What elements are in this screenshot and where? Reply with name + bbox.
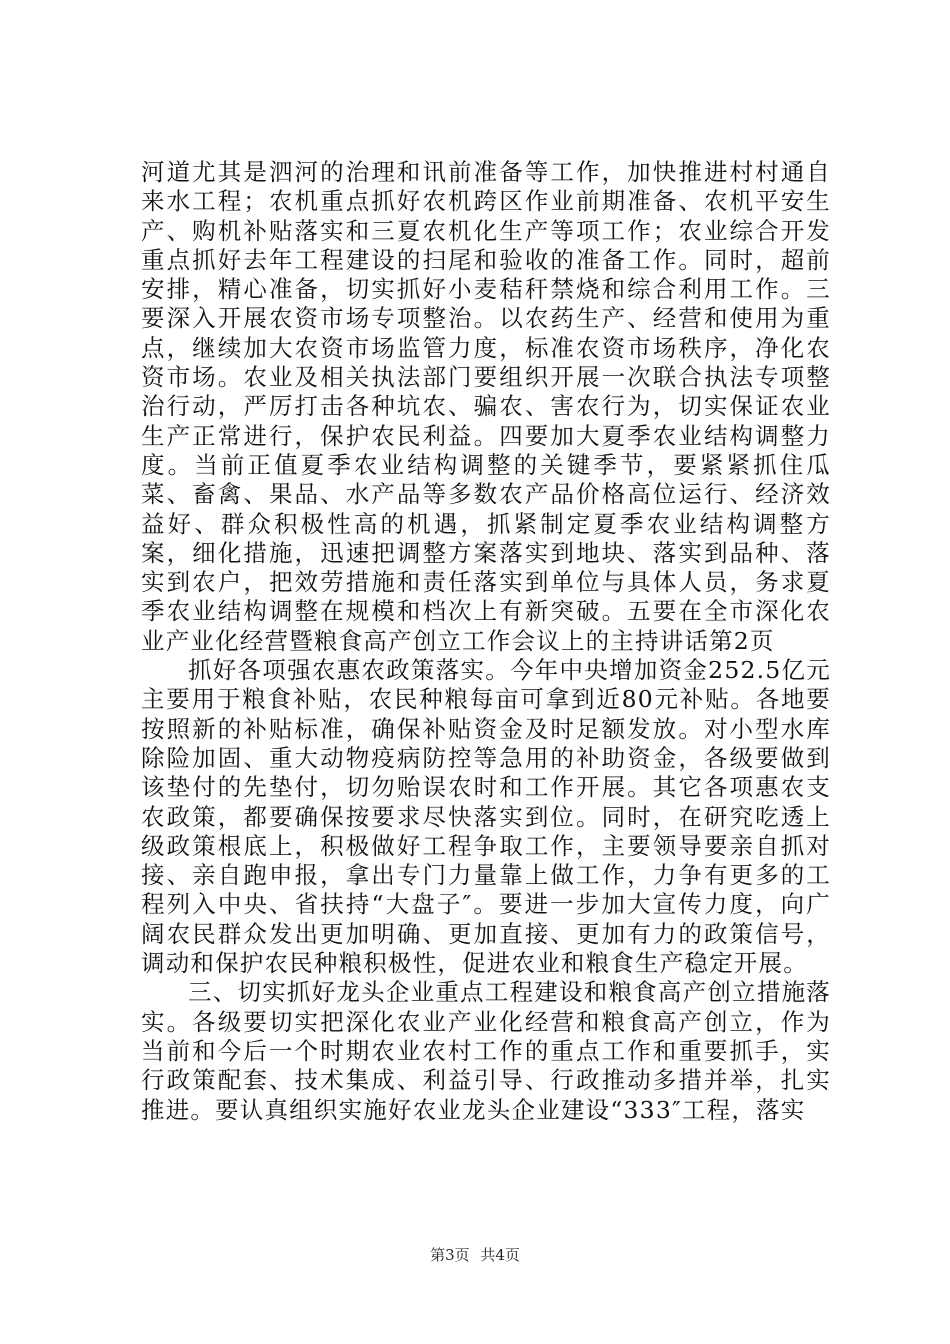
page-number: 第3页 [430, 1246, 470, 1264]
paragraph-1: 河道尤其是泗河的治理和讯前准备等工作，加快推进村村通自来水工程；农机重点抓好农机跨区作业前期准备、农机平安生产、购机补贴落实和三夏农机化生产等项工作；农业综合开发重点抓好去年工程建设的扫尾和验收的准备工作。同时，超前安排，精心准备，切实抓好小麦秸秆禁烧和综合利用工作。三要深入开展农资市场专项整治。以农药生产、经营和使用为重点，继续加大农资市场监管力度，标准农资市场秩序，净化农资市场。农业及相关执法部门要组织开展一次联合执法专项整治行动，严厉打击各种坑农、骗农、害农行为，切实保证农业生产正常进行，保护农民利益。四要加大夏季农业结构调整力度。当前正值夏季农业结构调整的关键季节，要紧紧抓住瓜菜、畜禽、果品、水产品等多数农产品价格高位运行、经济效益好、群众积极性高的机遇，抓紧制定夏季农业结构调整方案，细化措施，迅速把调整方案落实到地块、落实到品种、落实到农户，把效劳措施和责任落实到单位与具体人员，务求夏季农业结构调整在规模和档次上有新突破。五要在全市深化农业产业化经营暨粮食高产创立工作会议上的主持讲话第2页 [141, 158, 831, 655]
page-total: 共4页 [480, 1246, 520, 1264]
paragraph-3: 三、切实抓好龙头企业重点工程建设和粮食高产创立措施落实。各级要切实把深化农业产业化经营和粮食高产创立，作为当前和今后一个时期农业农村工作的重点工作和重要抓手，实行政策配套、技术集成、利益引导、行政推动多措并举，扎实推进。要认真组织实施好农业龙头企业建设“333″工程，落实 [141, 978, 831, 1124]
page-footer [0, 1244, 950, 1265]
document-body [141, 158, 831, 1125]
paragraph-2: 抓好各项强农惠农政策落实。今年中央增加资金252.5亿元主要用于粮食补贴，农民种粮每亩可拿到近80元补贴。各地要按照新的补贴标准，确保补贴资金及时足额发放。对小型水库除险加固、重大动物疫病防控等急用的补助资金，各级要做到该垫付的先垫付，切勿贻误农时和工作开展。其它各项惠农支农政策，都要确保按要求尽快落实到位。同时，在研究吃透上级政策根底上，积极做好工程争取工作，主要领导要亲自抓对接、亲自跑申报，拿出专门力量靠上做工作，力争有更多的工程列入中央、省扶持“大盘子″。要进一步加大宣传力度，向广阔农民群众发出更加明确、更加直接、更加有力的政策信号，调动和保护农民种粮积极性，促进农业和粮食生产稳定开展。 [141, 656, 831, 978]
